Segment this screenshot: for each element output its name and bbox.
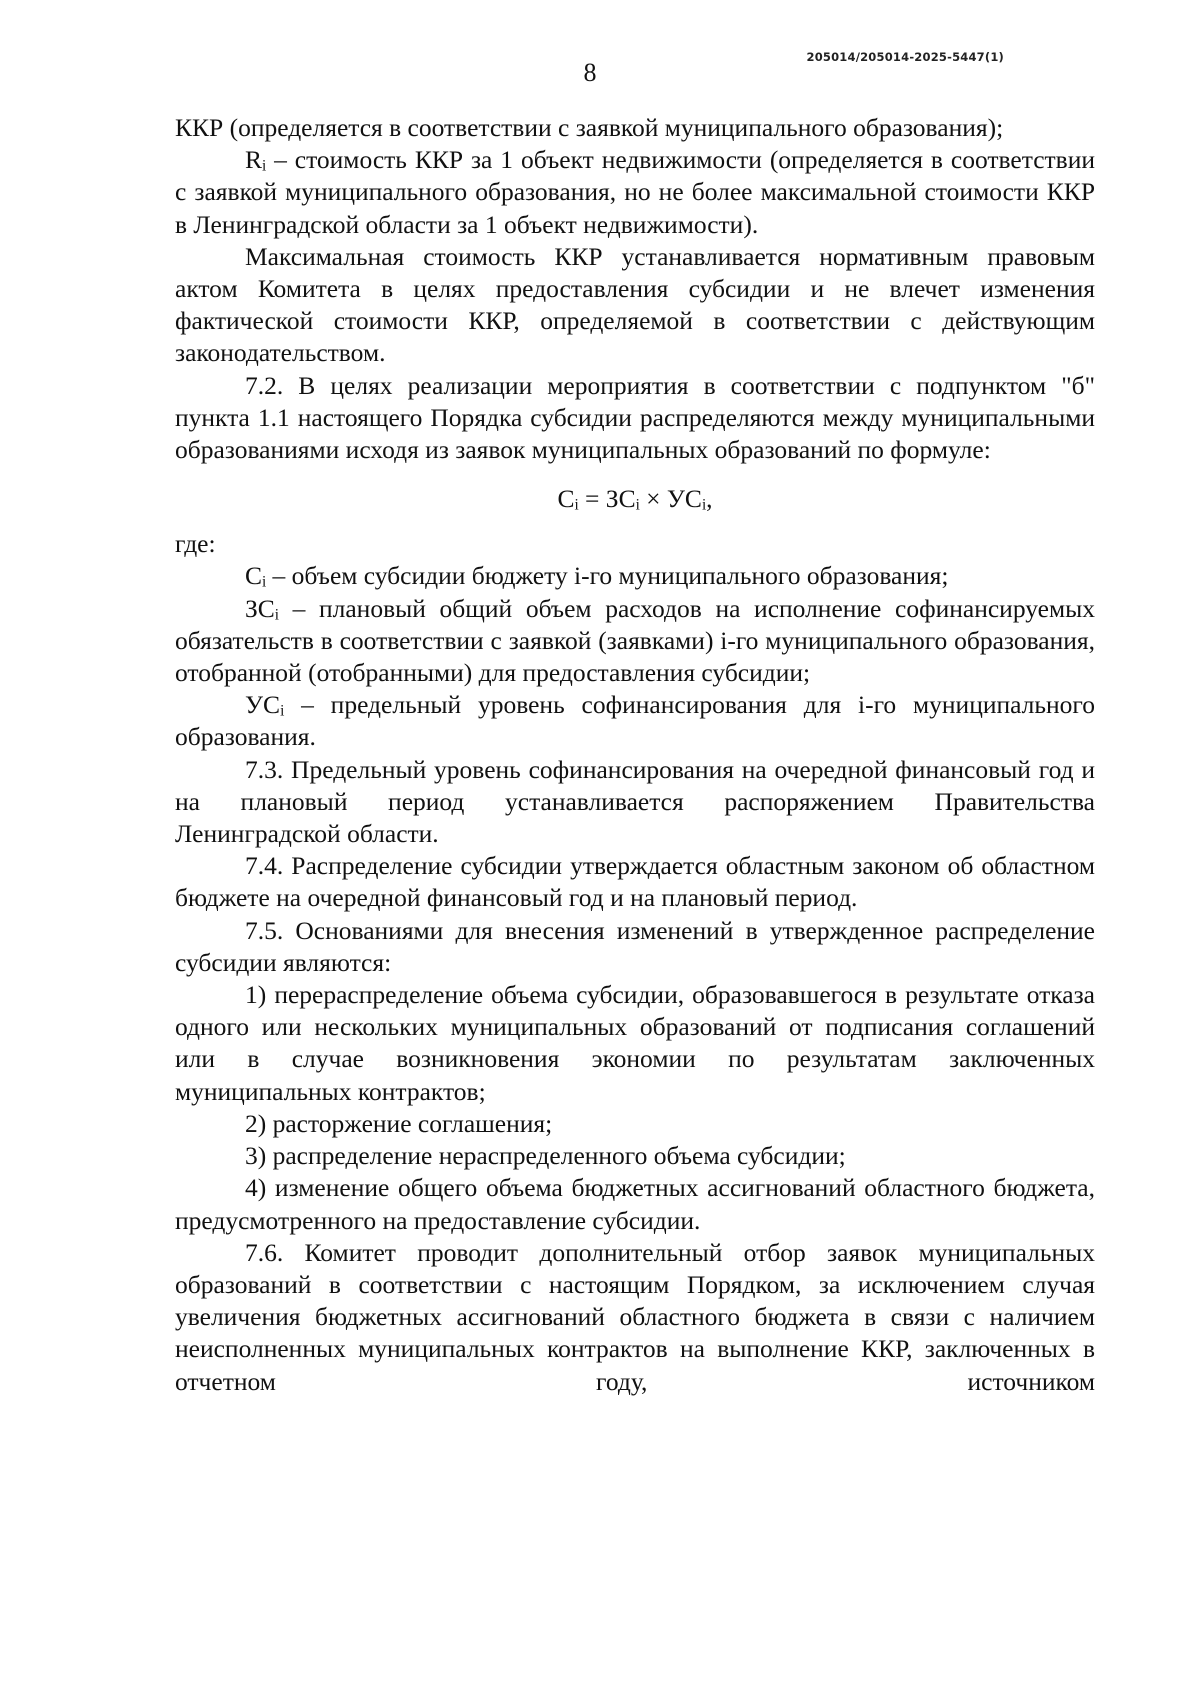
document-id: 205014/205014-2025-5447(1) [806, 50, 1004, 64]
paragraph-7-4: 7.4. Распределение субсидии утверждается областным законом об областном бюджете на очередной финансовый год и на плановый период. [175, 851, 1095, 913]
formula: Cᵢ = ЗCᵢ × УCᵢ, [557, 484, 713, 514]
paragraph-7-6: 7.6. Комитет проводит дополнительный отбор заявок муниципальных образований в соответствии с настоящим Порядком, за исключением случая увеличения бюджетных ассигнований областного бюджета в связи с наличием неисполненных муниципальных контрактов на выполнение ККР, заключенных в отчетном году, источником [175, 1237, 1095, 1396]
paragraph-uci-definition: УCᵢ – предельный уровень софинансирования для i-го муниципального образования. [175, 690, 1095, 752]
list-item-1: 1) перераспределение объема субсидии, образовавшегося в результате отказа одного или нескольких муниципальных образований от подписания соглашений или в случае возникновения экономии по результатам заключенных муниципальных контрактов; [175, 980, 1095, 1106]
paragraph-ri-definition: Rᵢ – стоимость ККР за 1 объект недвижимости (определяется в соответствии с заявкой муниципального образования, но не более максимальной стоимости ККР в Ленинградской области за 1 объект недвижимости). [175, 145, 1095, 239]
paragraph-7-3: 7.3. Предельный уровень софинансирования на очередной финансовый год и на плановый период устанавливается распоряжением Правительства Ленинградской области. [175, 754, 1095, 849]
list-item-4: 4) изменение общего объема бюджетных ассигнований областного бюджета, предусмотренного на предоставление субсидии. [175, 1173, 1095, 1235]
paragraph-7-2: 7.2. В целях реализации мероприятия в соответствии с подпунктом "б" пункта 1.1 настоящего Порядка субсидии распределяются между муниципальными образованиями исходя из заявок муниципальных образований по формуле: [175, 370, 1095, 465]
paragraph-where: где: [175, 529, 216, 559]
paragraph-ci-definition: Cᵢ – объем субсидии бюджету i-го муниципального образования; [245, 561, 949, 591]
document-body [175, 112, 1095, 1398]
paragraph-7-5: 7.5. Основаниями для внесения изменений в утвержденное распределение субсидии являются: [175, 915, 1095, 977]
list-item-2: 2) расторжение соглашения; [245, 1108, 553, 1138]
list-item-3: 3) распределение нераспределенного объема субсидии; [245, 1141, 846, 1171]
page-number: 8 [583, 58, 597, 87]
paragraph-kkr-continuation: ККР (определяется в соответствии с заявкой муниципального образования); [175, 113, 1004, 142]
paragraph-zci-definition: ЗCᵢ – плановый общий объем расходов на исполнение софинансируемых обязательств в соответствии с заявкой (заявками) i-го муниципального образования, отобранной (отобранными) для предоставления субсидии; [175, 593, 1095, 688]
paragraph-max-cost: Максимальная стоимость ККР устанавливается нормативным правовым актом Комитета в целях предоставления субсидии и не влечет изменения фактической стоимости ККР, определяемой в соответствии с действующим законодательством. [175, 241, 1095, 368]
